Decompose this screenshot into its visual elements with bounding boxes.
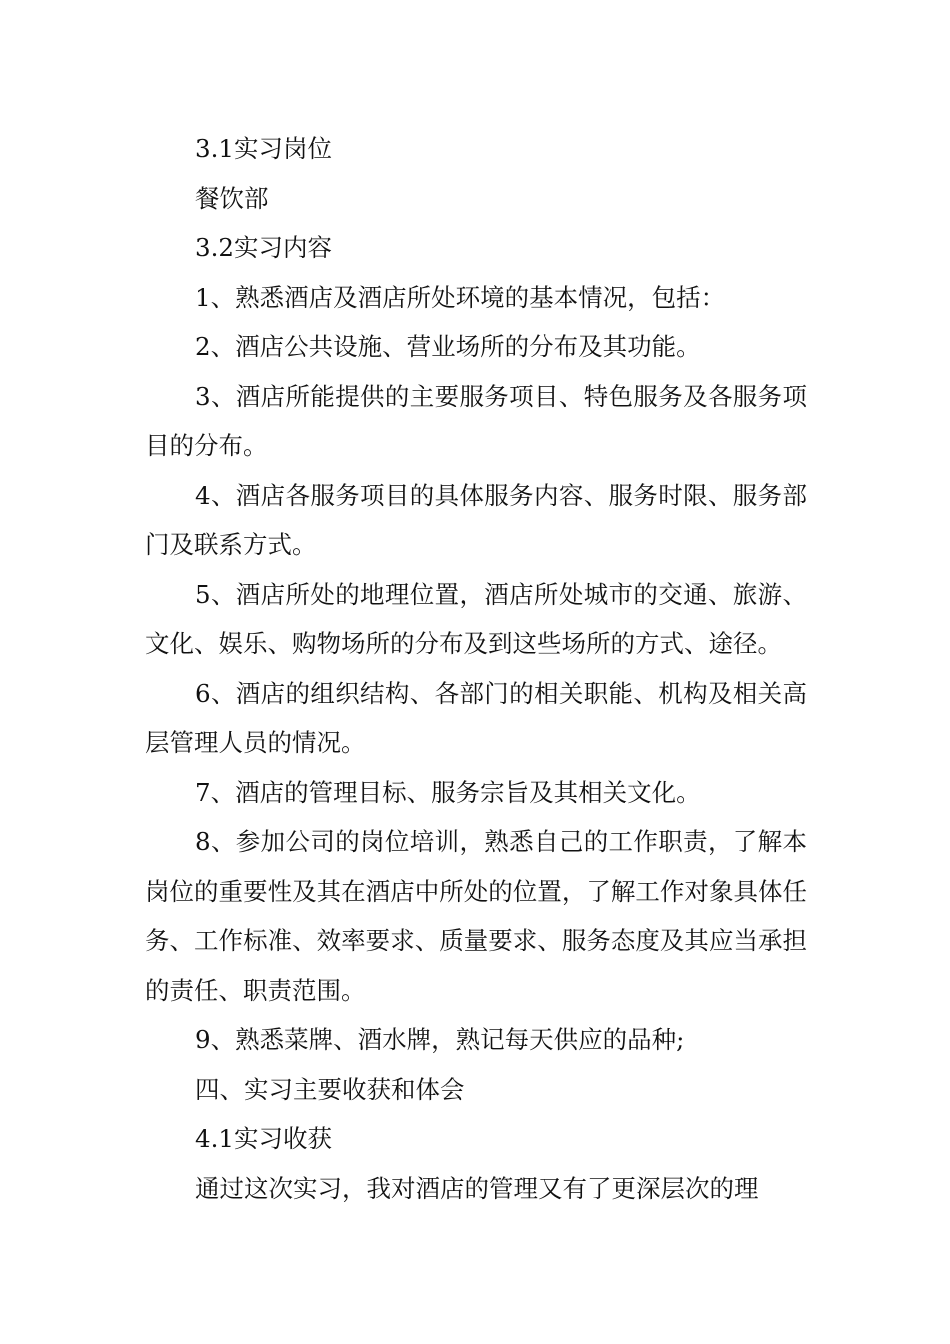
list-item-5: 5、酒店所处的地理位置，酒店所处城市的交通、旅游、文化、娱乐、购物场所的分布及到这些场所的方式、途径。 (145, 579, 807, 658)
list-item-9: 9、熟悉菜牌、酒水牌，熟记每天供应的品种; (195, 1025, 685, 1054)
list-item-7: 7、酒店的管理目标、服务宗旨及其相关文化。 (195, 777, 701, 807)
section-heading-3-1: 3.1实习岗位 (195, 134, 332, 163)
section-heading-4-1: 4.1实习收获 (195, 1124, 332, 1153)
list-item-8: 8、参加公司的岗位培训，熟悉自己的工作职责，了解本岗位的重要性及其在酒店中所处的位置，了解工作对象具体任务、工作标准、效率要求、质量要求、服务态度及其应当承担的责任、职责范围。 (145, 827, 807, 1005)
section-heading-4: 四、实习主要收获和体会 (195, 1074, 465, 1104)
position-text: 餐饮部 (195, 183, 269, 213)
document-body (145, 124, 807, 1213)
list-item-6: 6、酒店的组织结构、各部门的相关职能、机构及相关高层管理人员的情况。 (145, 678, 807, 757)
body-paragraph: 通过这次实习，我对酒店的管理又有了更深层次的理 (195, 1173, 759, 1203)
list-item-3: 3、酒店所能提供的主要服务项目、特色服务及各服务项目的分布。 (145, 381, 807, 460)
list-item-4: 4、酒店各服务项目的具体服务内容、服务时限、服务部门及联系方式。 (145, 480, 807, 559)
list-item-1: 1、熟悉酒店及酒店所处环境的基本情况，包括： (195, 282, 726, 312)
section-heading-3-2: 3.2实习内容 (195, 233, 332, 262)
list-item-2: 2、酒店公共设施、营业场所的分布及其功能。 (195, 332, 701, 361)
